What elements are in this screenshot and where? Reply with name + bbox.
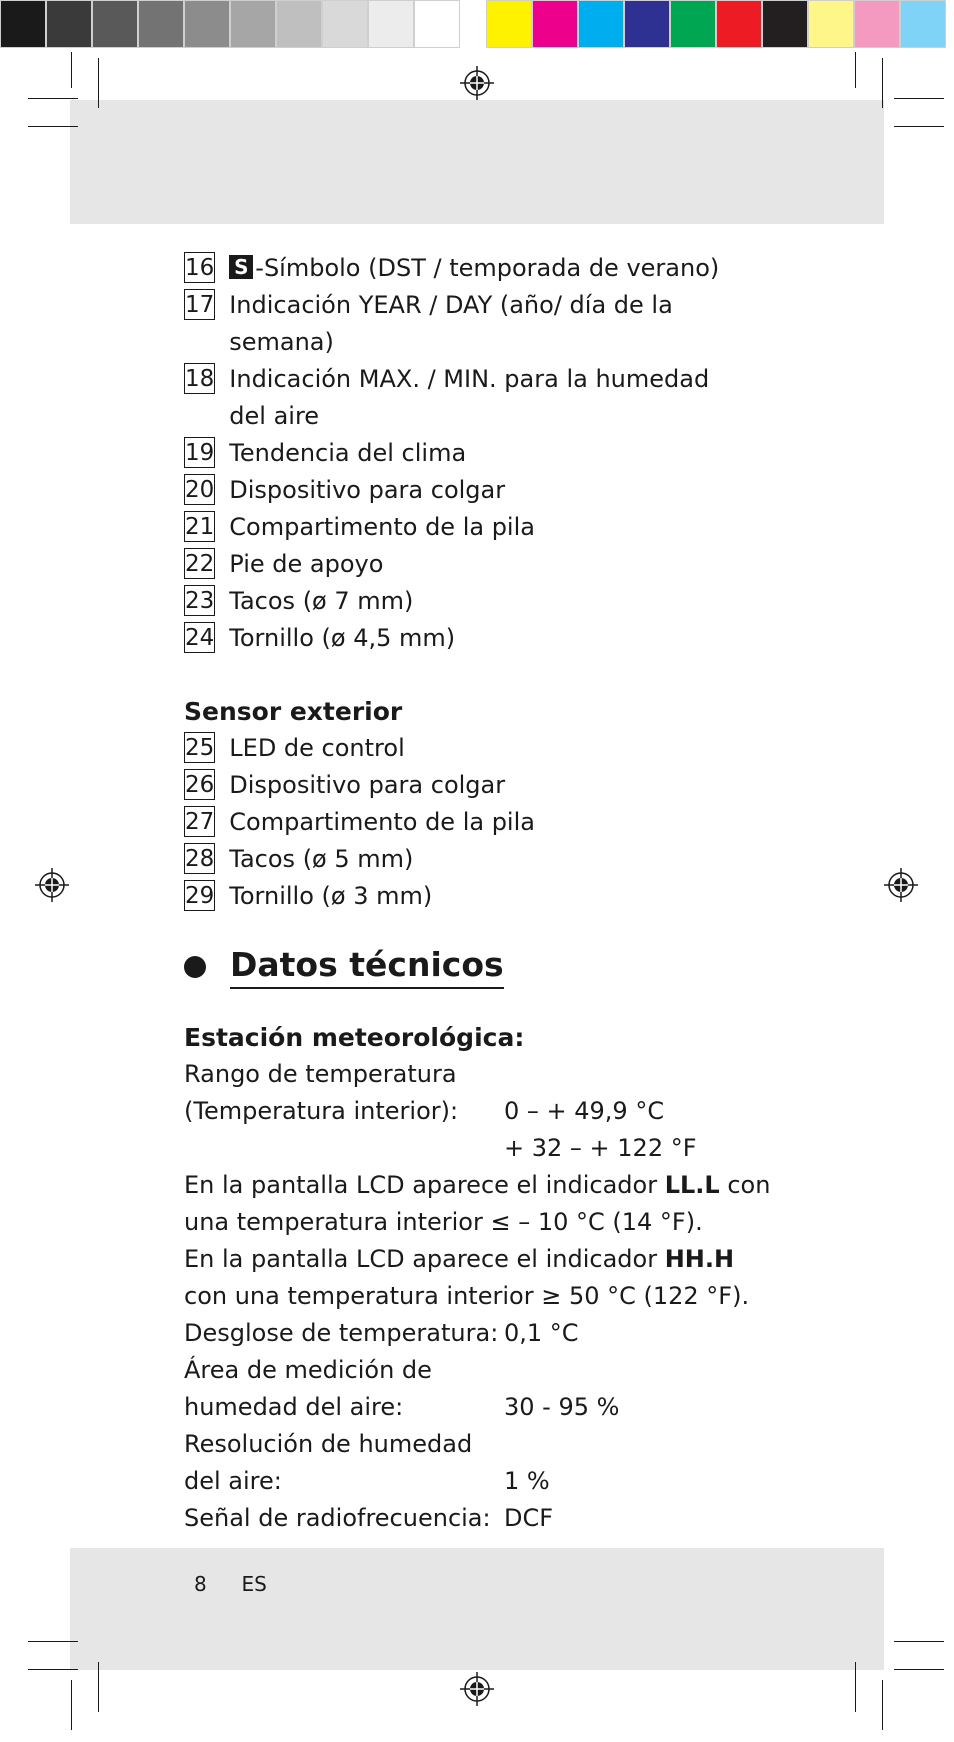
color-swatch xyxy=(624,0,670,48)
crop-mark xyxy=(28,1669,78,1670)
spec-row xyxy=(184,1500,784,1537)
spec-value: 1 % xyxy=(504,1467,550,1495)
item-text: Compartimento de la pila xyxy=(229,513,535,541)
item-number: 28 xyxy=(184,843,215,874)
crop-mark xyxy=(71,52,72,88)
spec-value: 0,1 °C xyxy=(504,1319,579,1347)
page-number: 8 xyxy=(194,1572,207,1596)
spec-label: Señal de radiofrecuencia: xyxy=(184,1504,491,1532)
list-item xyxy=(184,361,784,435)
page-content xyxy=(184,250,784,1537)
note-line: una temperatura interior ≤ – 10 °C (14 °F). xyxy=(184,1208,703,1236)
spec-row xyxy=(184,1389,784,1426)
list-item xyxy=(184,878,784,915)
color-swatch xyxy=(276,0,322,48)
spec-value: + 32 – + 122 °F xyxy=(504,1134,697,1162)
list-item xyxy=(184,472,784,509)
header-band xyxy=(70,100,884,224)
list-item xyxy=(184,620,784,657)
list-item xyxy=(184,250,784,287)
footer-band xyxy=(70,1548,884,1670)
color-swatch xyxy=(578,0,624,48)
item-number: 24 xyxy=(184,622,215,653)
color-swatch xyxy=(92,0,138,48)
list-item xyxy=(184,767,784,804)
item-text: Tornillo (ø 3 mm) xyxy=(229,882,433,910)
bullet-icon xyxy=(184,956,206,978)
note-line: En la pantalla LCD aparece el indicador LL.L con xyxy=(184,1171,771,1199)
registration-mark-icon xyxy=(35,868,69,902)
color-swatch xyxy=(414,0,460,48)
item-text: Tacos (ø 5 mm) xyxy=(229,845,414,873)
item-number: 23 xyxy=(184,585,215,616)
section-title: Datos técnicos xyxy=(230,945,504,989)
item-text: Pie de apoyo xyxy=(229,550,384,578)
item-number: 21 xyxy=(184,511,215,542)
crop-mark xyxy=(98,1662,99,1712)
color-swatch xyxy=(854,0,900,48)
item-number: 22 xyxy=(184,548,215,579)
item-text: Tendencia del clima xyxy=(229,439,467,467)
item-number: 27 xyxy=(184,806,215,837)
color-swatch xyxy=(230,0,276,48)
color-swatch xyxy=(368,0,414,48)
crop-mark xyxy=(882,58,883,108)
color-swatch xyxy=(486,0,532,48)
item-text: S -Símbolo (DST / temporada de verano) xyxy=(229,250,719,287)
spec-row xyxy=(184,1130,784,1167)
item-number: 18 xyxy=(184,363,215,394)
crop-mark xyxy=(71,1680,72,1730)
station-heading: Estación meteorológica: xyxy=(184,1023,525,1052)
spec-label: Desglose de temperatura: xyxy=(184,1319,499,1347)
list-item xyxy=(184,435,784,472)
color-swatch xyxy=(808,0,854,48)
language-code: ES xyxy=(241,1572,267,1596)
crop-mark xyxy=(894,126,944,127)
spec-label: del aire: xyxy=(184,1467,282,1495)
item-text: Tornillo (ø 4,5 mm) xyxy=(229,624,456,652)
item-text: Indicación MAX. / MIN. para la humedad del aire xyxy=(229,365,710,430)
spec-value: 0 – + 49,9 °C xyxy=(504,1097,665,1125)
color-swatch xyxy=(138,0,184,48)
item-number: 25 xyxy=(184,732,215,763)
item-number: 20 xyxy=(184,474,215,505)
list-item xyxy=(184,546,784,583)
item-number: 29 xyxy=(184,880,215,911)
item-text: LED de control xyxy=(229,734,405,762)
section-heading xyxy=(184,945,784,989)
spec-row xyxy=(184,1463,784,1500)
crop-mark xyxy=(894,1641,944,1642)
color-swatch xyxy=(322,0,368,48)
dst-symbol-icon: S xyxy=(229,255,253,279)
item-number: 19 xyxy=(184,437,215,468)
color-swatch xyxy=(532,0,578,48)
item-number: 16 xyxy=(184,252,215,283)
crop-mark xyxy=(882,1680,883,1730)
item-text: Indicación YEAR / DAY (año/ día de la semana) xyxy=(229,291,673,356)
spec-label: Resolución de humedad xyxy=(184,1430,473,1458)
item-text: Compartimento de la pila xyxy=(229,808,535,836)
item-number: 17 xyxy=(184,289,215,320)
list-item xyxy=(184,583,784,620)
spec-row xyxy=(184,1093,784,1130)
color-swatch xyxy=(716,0,762,48)
color-swatch xyxy=(762,0,808,48)
page-footer xyxy=(194,1572,267,1596)
crop-mark xyxy=(98,58,99,108)
spec-value: 30 - 95 % xyxy=(504,1393,620,1421)
registration-mark-icon xyxy=(460,66,494,100)
note-line: con una temperatura interior ≥ 50 °C (122 °F). xyxy=(184,1282,750,1310)
spec-row xyxy=(184,1315,784,1352)
color-swatch xyxy=(184,0,230,48)
crop-mark xyxy=(855,1662,856,1712)
color-swatch xyxy=(670,0,716,48)
registration-mark-icon xyxy=(884,868,918,902)
color-swatch xyxy=(0,0,46,48)
spec-label: (Temperatura interior): xyxy=(184,1097,459,1125)
crop-mark xyxy=(28,126,78,127)
color-swatch xyxy=(900,0,946,48)
list-item xyxy=(184,841,784,878)
note-line: En la pantalla LCD aparece el indicador HH.H xyxy=(184,1245,735,1273)
crop-mark xyxy=(894,1669,944,1670)
spec-label: humedad del aire: xyxy=(184,1393,404,1421)
crop-mark xyxy=(855,52,856,88)
sensor-heading: Sensor exterior xyxy=(184,697,403,726)
list-item xyxy=(184,287,784,361)
spec-label: Área de medición de xyxy=(184,1356,432,1384)
list-item xyxy=(184,509,784,546)
item-number: 26 xyxy=(184,769,215,800)
crop-mark xyxy=(28,98,78,99)
item-text: Tacos (ø 7 mm) xyxy=(229,587,414,615)
item-text: Dispositivo para colgar xyxy=(229,476,506,504)
list-item xyxy=(184,804,784,841)
color-swatch-bar xyxy=(486,0,946,50)
list-item xyxy=(184,730,784,767)
grayscale-bar xyxy=(0,0,460,50)
spec-value: DCF xyxy=(504,1504,554,1532)
color-swatch xyxy=(46,0,92,48)
item-text: Dispositivo para colgar xyxy=(229,771,506,799)
crop-mark xyxy=(28,1641,78,1642)
crop-mark xyxy=(894,98,944,99)
spec-label: Rango de temperatura xyxy=(184,1060,457,1088)
registration-mark-icon xyxy=(460,1672,494,1706)
